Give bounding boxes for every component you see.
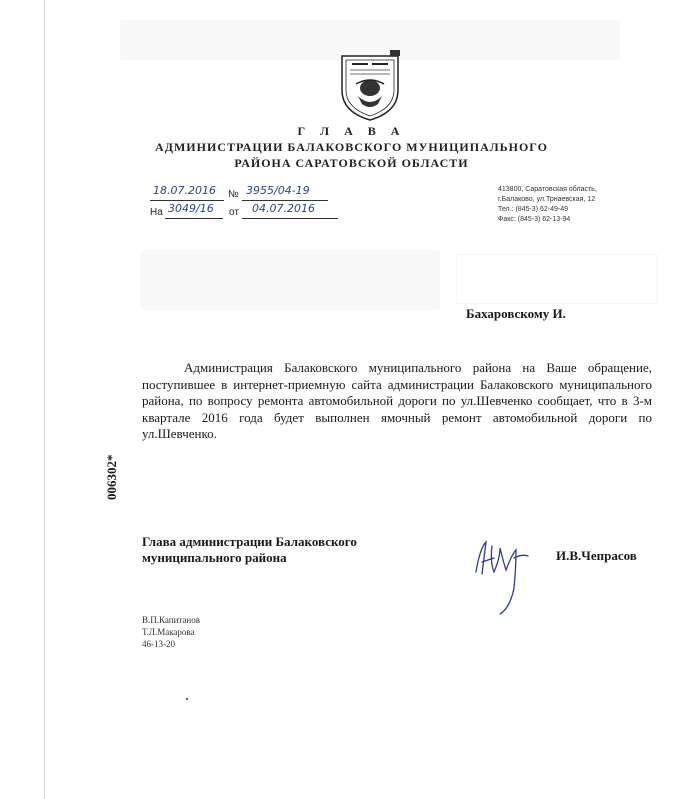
address-line2: г.Балаково, ул.Трнаевская, 12 bbox=[498, 196, 596, 203]
redacted-area bbox=[457, 255, 657, 303]
signer-name: И.В.Чепрасов bbox=[556, 548, 637, 563]
signature-title-block bbox=[142, 534, 357, 566]
number-label: № bbox=[228, 189, 239, 200]
signature-title-line2: муниципального района bbox=[142, 550, 287, 565]
executor-2: Т.Л.Макарова bbox=[142, 627, 195, 637]
signature-title-line1: Глава администрации Балаковского bbox=[142, 534, 357, 549]
addressee-name: Бахаровскому И. bbox=[466, 306, 566, 321]
executor-phone: 46-13-20 bbox=[142, 639, 175, 649]
header-subtitle-line2: РАЙОНА САРАТОВСКОЙ ОБЛАСТИ bbox=[234, 156, 469, 170]
from-handwritten: 04.07.2016 bbox=[252, 202, 315, 215]
header-title: Г Л А В А bbox=[297, 124, 406, 138]
letter-body: Администрация Балаковского муниципального района на Ваше обращение, поступившее в интернет-приемную сайта администрации Балаковского муниципального района, по вопросу ремонта автомобильной дороги по ул.Шевченко сообщает, что в 3-м квартале 2016 года будет выполнен ямочный ремонт автомобильной дороги по ул.Шевченко. bbox=[142, 360, 652, 441]
scan-smudge bbox=[140, 250, 440, 310]
address-fax: Факс: (845-3) 62-13-94 bbox=[498, 216, 571, 223]
number-handwritten: 3955/04-19 bbox=[246, 184, 310, 197]
address-line1: 413800, Саратовская область, bbox=[498, 186, 597, 193]
handwritten-signature bbox=[470, 528, 540, 618]
executors-block bbox=[142, 614, 200, 650]
on-label: На bbox=[150, 207, 163, 218]
scan-edge-shadow bbox=[44, 0, 45, 799]
executor-1: В.П.Капитанов bbox=[142, 615, 200, 625]
from-label: от bbox=[229, 207, 239, 218]
on-handwritten: 3049/16 bbox=[168, 202, 214, 215]
header-subtitle-line1: АДМИНИСТРАЦИИ БАЛАКОВСКОГО МУНИЦИПАЛЬНОГО bbox=[155, 140, 548, 154]
scan-dot bbox=[186, 698, 188, 700]
date-handwritten: 18.07.2016 bbox=[153, 184, 216, 197]
side-registration-number: 006302* bbox=[104, 454, 119, 500]
address-phone: Тел.: (845-3) 62-49-49 bbox=[498, 206, 568, 213]
coat-of-arms-emblem bbox=[338, 50, 402, 122]
